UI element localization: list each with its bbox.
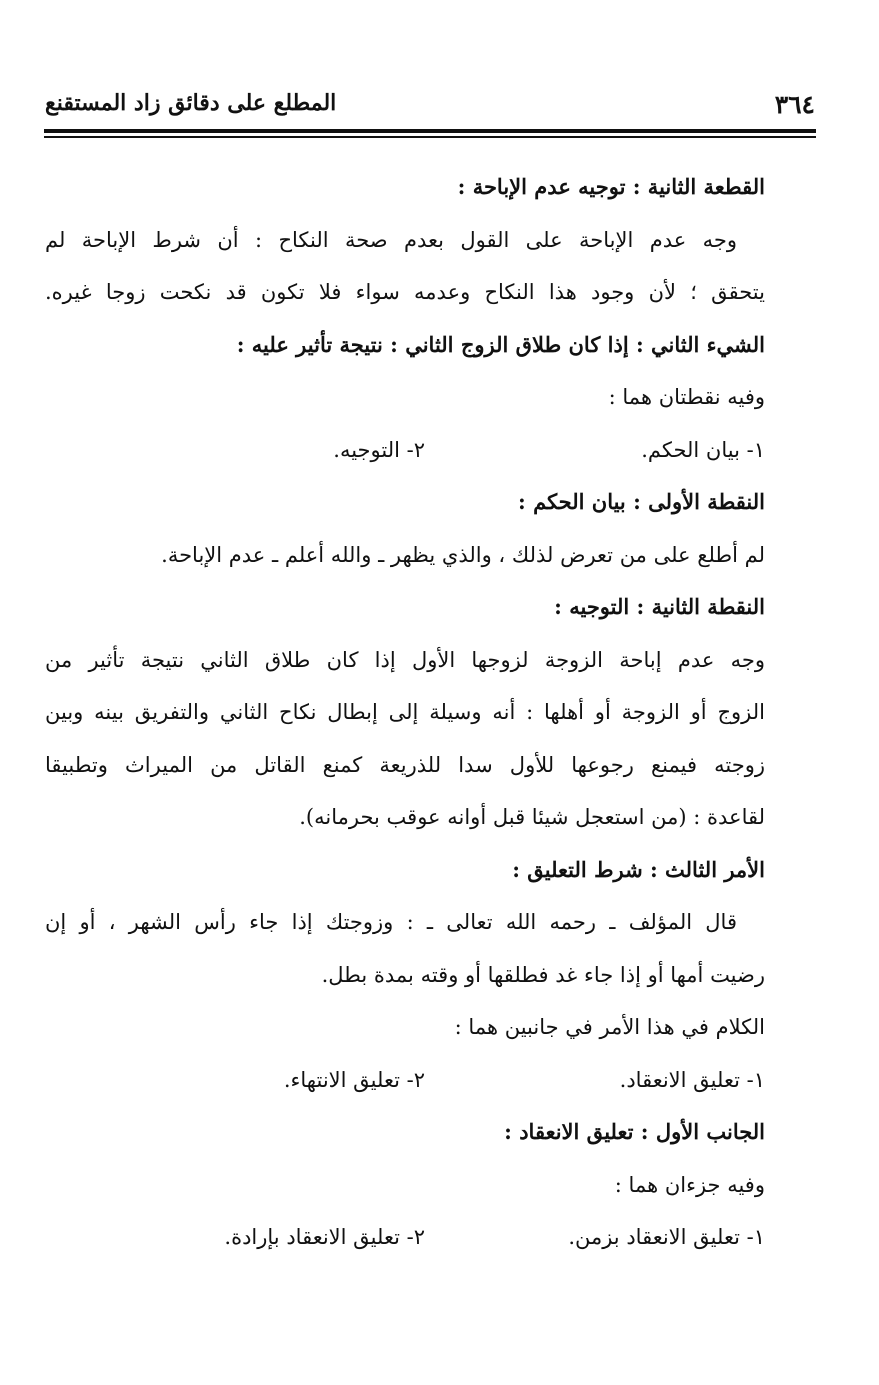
numbered-list-row [45, 1058, 765, 1111]
paragraph-line: يتحقق ؛ لأن وجود هذا النكاح وعدمه سواء فلا تكون قد نكحت زوجا غيره. [45, 280, 765, 304]
section-heading: الشيء الثاني : إذا كان طلاق الزوج الثاني : نتيجة تأثير عليه : [236, 331, 765, 357]
paragraph-line: الكلام في هذا الأمر في جانبين هما : [454, 1015, 765, 1039]
header-rule-thick [44, 129, 816, 133]
book-title: المطلع على دقائق زاد المستقنع [45, 90, 337, 116]
page-body [45, 165, 765, 1268]
paragraph-line: وفيه جزءان هما : [614, 1172, 765, 1197]
paragraph-line: وفيه نقطتان هما : [608, 385, 765, 409]
section-heading: القطعة الثانية : توجيه عدم الإباحة : [457, 174, 765, 199]
quote-line: رضيت أمها أو إذا جاء غد فطلقها أو وقته بمدة بطل. [321, 962, 765, 987]
list-item: ٢- التوجيه. [333, 437, 425, 462]
page-number: ٣٦٤ [774, 90, 815, 119]
quote-line: قال المؤلف ـ رحمه الله تعالى ـ : وزوجتك إذا جاء رأس الشهر ، أو إن [45, 910, 737, 934]
paragraph-line: الزوج أو الزوجة أو أهلها : أنه وسيلة إلى إبطال نكاح الثاني والتفريق بينه وبين [45, 700, 765, 724]
paragraph-line: وجه عدم إباحة الزوجة لزوجها الأول إذا كان طلاق الثاني نتيجة تأثير من [45, 647, 765, 672]
list-item: ٢- تعليق الانتهاء. [283, 1067, 425, 1092]
paragraph-line: زوجته فيمنع رجوعها للأول سدا للذريعة كمنع القاتل من الميراث وتطبيقا [45, 752, 765, 777]
paragraph-line: لقاعدة : (من استعجل شيئا قبل أوانه عوقب بحرمانه). [299, 805, 765, 829]
numbered-list-row [45, 428, 765, 481]
section-heading: الأمر الثالث : شرط التعليق : [512, 856, 765, 882]
header-rule-thin [44, 136, 816, 138]
paragraph-line: لم أطلع على من تعرض لذلك ، والذي يظهر ـ والله أعلم ـ عدم الإباحة. [161, 542, 765, 567]
list-item: ٢- تعليق الانعقاد بإرادة. [224, 1225, 425, 1249]
list-item: ١- تعليق الانعقاد بزمن. [568, 1225, 765, 1249]
list-item: ١- تعليق الانعقاد. [619, 1067, 765, 1092]
section-heading: النقطة الثانية : التوجيه : [554, 594, 765, 619]
section-heading: الجانب الأول : تعليق الانعقاد : [504, 1119, 765, 1144]
numbered-list-row [45, 1215, 765, 1268]
section-heading: النقطة الأولى : بيان الحكم : [518, 489, 765, 514]
paragraph-line: وجه عدم الإباحة على القول بعدم صحة النكاح : أن شرط الإباحة لم [45, 227, 737, 252]
page-header [45, 86, 815, 126]
list-item: ١- بيان الحكم. [641, 437, 765, 462]
